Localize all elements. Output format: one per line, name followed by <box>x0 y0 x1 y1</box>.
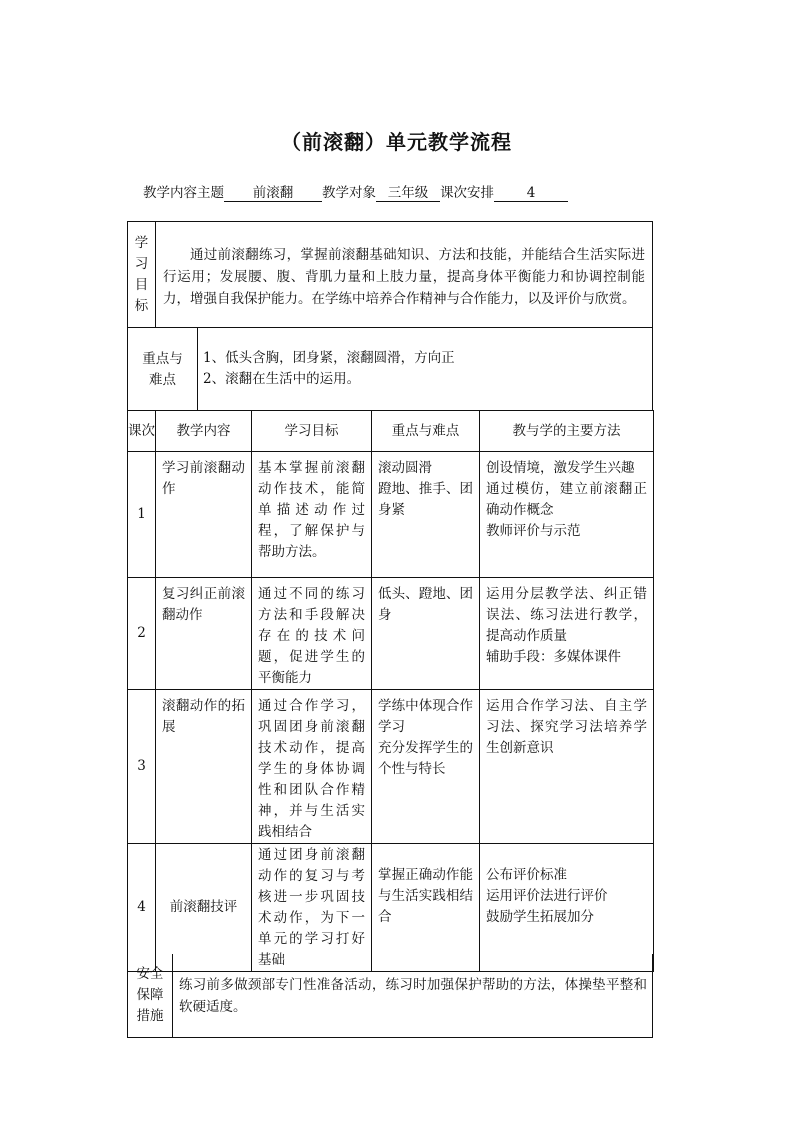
lesson-difficulty <box>372 690 480 844</box>
lesson-content: 学习前滚翻动作 <box>156 452 252 578</box>
difficulty-line: 蹬地、推手、团身紧 <box>378 481 473 518</box>
method-line: 运用评价法进行评价 <box>486 888 608 904</box>
lessons-label: 课次安排 <box>440 185 494 201</box>
key-point-line: 2、滚翻在生活中的运用。 <box>203 371 361 387</box>
goals-text: 通过前滚翻练习，掌握前滚翻基础知识、方法和技能，并能结合生活实际进行运用；发展腰、腹、背肌力量和上肢力量，提高身体平衡能力和协调控制能力，增强自我保护能力。在学练中培养合作精神与合作能力，以及评价与欣赏。 <box>163 247 645 307</box>
col-header-lesson: 课次 <box>128 411 156 452</box>
method-line: 辅助手段：多媒体课件 <box>486 649 621 665</box>
table-row <box>128 578 654 690</box>
goals-label-char: 目 <box>134 277 149 293</box>
col-header-difficulty: 重点与难点 <box>372 411 480 452</box>
key-points-label-line: 难点 <box>149 371 176 388</box>
safety-label-line: 措施 <box>136 1008 164 1024</box>
safety-label-line: 保障 <box>136 987 164 1003</box>
table-header-row <box>128 411 654 452</box>
target-value: 三年级 <box>376 185 440 202</box>
safety-text: 练习前多做颈部专门性准备活动，练习时加强保护帮助的方法，体操垫平整和软硬适度。 <box>179 977 647 1015</box>
goals-label-char: 标 <box>134 298 149 314</box>
method-line: 运用分层教学法、纠正错误法、练习法进行教学，提高动作质量 <box>486 586 647 644</box>
lesson-method <box>480 578 654 690</box>
lesson-goal: 通过不同的练习方法和手段解决存在的技术问题，促进学生的平衡能力 <box>252 578 372 690</box>
difficulty-line: 学练中体现合作学习 <box>378 698 473 735</box>
key-points-row <box>127 327 653 410</box>
method-line: 鼓励学生拓展加分 <box>486 909 594 925</box>
key-points-label-line: 重点与 <box>142 350 183 367</box>
key-point-line: 1、低头含胸，团身紧，滚翻圆滑，方向正 <box>203 350 455 366</box>
lesson-method <box>480 844 654 972</box>
method-line: 公布评价标准 <box>486 867 567 883</box>
lessons-value: 4 <box>494 185 568 202</box>
lesson-number: 3 <box>128 690 156 844</box>
page-title: （前滚翻）单元教学流程 <box>281 130 512 154</box>
goals-label-char: 学 <box>134 235 149 251</box>
difficulty-line: 滚动圆滑 <box>378 460 432 476</box>
lesson-goal: 通过团身前滚翻动作的复习与考核进一步巩固技术动作，为下一单元的学习打好基础 <box>252 844 372 972</box>
lesson-goal: 通过合作学习，巩固团身前滚翻技术动作，提高学生的身体协调性和团队合作精神，并与生活实践相结合 <box>252 690 372 844</box>
lesson-content: 复习纠正前滚翻动作 <box>156 578 252 690</box>
lesson-number: 1 <box>128 452 156 578</box>
key-points-text <box>203 348 455 390</box>
safety-label-line: 安全 <box>136 966 164 982</box>
col-header-goal: 学习目标 <box>252 411 372 452</box>
lesson-difficulty: 掌握正确动作能与生活实践相结合 <box>372 844 480 972</box>
lesson-number: 2 <box>128 578 156 690</box>
col-header-method: 教与学的主要方法 <box>480 411 654 452</box>
method-line: 创设情境，激发学生兴趣 <box>486 460 635 476</box>
lesson-method <box>480 452 654 578</box>
lesson-method: 运用合作学习法、自主学习法、探究学习法培养学生创新意识 <box>480 690 654 844</box>
difficulty-line: 充分发挥学生的个性与特长 <box>378 740 473 777</box>
lesson-difficulty: 低头、蹬地、团身 <box>372 578 480 690</box>
safety-label <box>128 954 173 1037</box>
target-label: 教学对象 <box>322 185 376 201</box>
lesson-number: 4 <box>128 844 156 972</box>
key-points-label <box>128 328 198 411</box>
content-topic-label: 教学内容主题 <box>143 185 224 201</box>
table-row <box>128 452 654 578</box>
lesson-goal: 基本掌握前滚翻动作技术，能简单描述动作过程，了解保护与帮助方法。 <box>252 452 372 578</box>
goals-row <box>127 221 653 327</box>
goals-label <box>128 222 156 328</box>
safety-row <box>127 954 653 1038</box>
table-row <box>128 844 654 972</box>
header-meta <box>143 181 568 202</box>
table-row <box>128 690 654 844</box>
method-line: 通过模仿，建立前滚翻正确动作概念 <box>486 481 647 518</box>
method-line: 教师评价与示范 <box>486 523 581 539</box>
lesson-difficulty <box>372 452 480 578</box>
lesson-content: 前滚翻技评 <box>156 844 252 972</box>
col-header-content: 教学内容 <box>156 411 252 452</box>
lesson-content: 滚翻动作的拓展 <box>156 690 252 844</box>
content-topic-value: 前滚翻 <box>224 185 322 202</box>
goals-label-char: 习 <box>134 256 149 272</box>
lesson-plan-table <box>127 410 654 972</box>
